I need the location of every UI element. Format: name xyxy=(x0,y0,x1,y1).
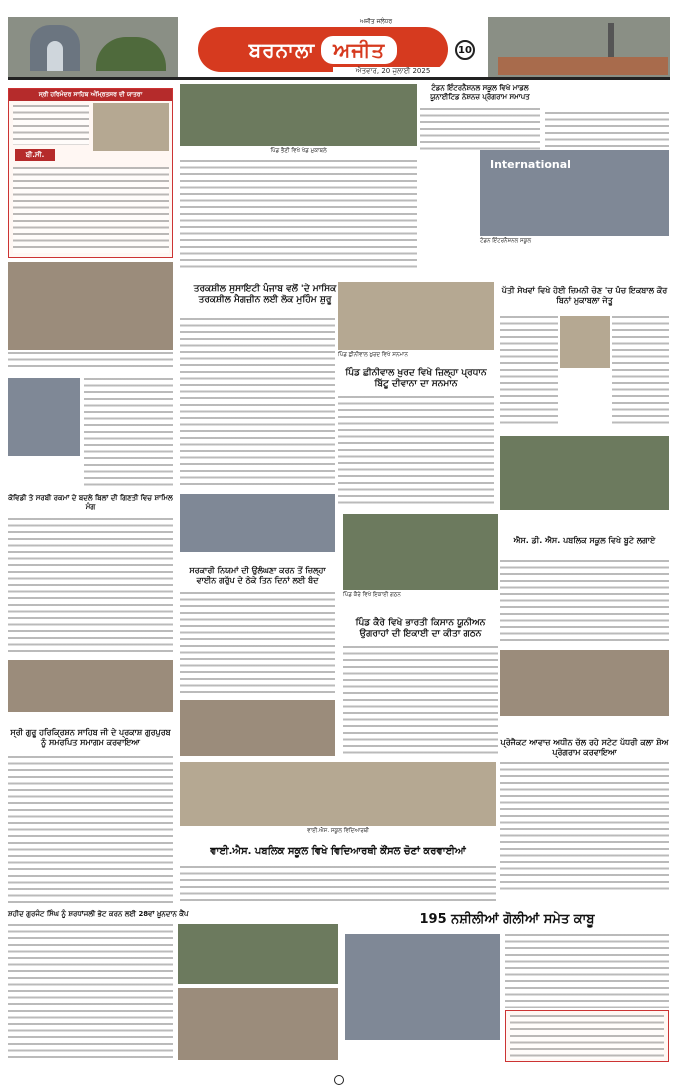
photo-wine-shop xyxy=(180,494,335,552)
article-patti-right xyxy=(612,316,669,428)
headline-kisan: ਪਿੰਡ ਕੈਰੇ ਵਿਖੇ ਭਾਰਤੀ ਕਿਸਾਨ ਯੂਨੀਅਨ ਉਗਰਾਹਾਂ ਦੀ ਇਕਾਈ ਦਾ ਕੀਤਾ ਗਠਨ xyxy=(355,618,486,639)
ad-badge: ਬੀ.ਸੀ. xyxy=(15,149,55,161)
print-footer-strip xyxy=(0,1072,677,1089)
caption-kisan: ਪਿੰਡ ਕੈਰੇ ਵਿਖੇ ਇਕਾਈ ਗਠਨ xyxy=(343,592,401,598)
ad-title: ਸ੍ਰੀ ਹਰਿਮੰਦਰ ਸਾਹਿਬ ਅੰਮ੍ਰਿਤਸਰ ਦੀ ਯਾਤਰਾ xyxy=(9,89,172,101)
article-patti-left xyxy=(500,316,558,428)
photo-art-show xyxy=(500,650,669,716)
caption-student-council: ਵਾਈ.ਐਸ. ਸਕੂਲ ਵਿਦਿਆਰਥੀ xyxy=(307,828,369,834)
headline-chhiniwal: ਪਿੰਡ ਛੀਨੀਵਾਲ ਖ਼ੁਰਦ ਵਿਖੇ ਜ਼ਿਲ੍ਹਾ ਪ੍ਰਧਾਨ ਬਿੱਟੂ ਦੀਵਾਨਾ ਦਾ ਸਨਮਾਨ xyxy=(345,368,487,389)
headline-tablets: 195 ਨਸ਼ੀਲੀਆਂ ਗੋਲੀਆਂ ਸਮੇਤ ਕਾਬੂ xyxy=(419,912,595,927)
article-tablets-body xyxy=(505,934,669,1008)
print-slug-strip xyxy=(0,0,677,16)
photo-honour xyxy=(338,282,494,350)
headline-sds: ਐਸ. ਡੀ. ਐਸ. ਪਬਲਿਕ ਸਕੂਲ ਵਿਖੇ ਬੂਟੇ ਲਗਾਏ xyxy=(513,536,656,545)
photo-left-gurpurab xyxy=(8,660,173,712)
article-left-column xyxy=(84,378,173,488)
headline-blood-camp: ਸ਼ਹੀਦ ਗੁਰਜੰਟ ਸਿੰਘ ਨੂੰ ਸ਼ਰਧਾਂਜਲੀ ਭੇਟ ਕਰਨ ਲਈ 28ਵਾਂ ਖ਼ੂਨਦਾਨ ਕੈਂਪ xyxy=(8,910,189,918)
photo-plantation xyxy=(500,436,669,510)
article-chhiniwal-body xyxy=(338,396,494,508)
caption-left xyxy=(8,352,173,372)
gate-building-icon xyxy=(30,25,80,71)
headline-patti: ਪੱਤੀ ਸੇਖਵਾਂ ਵਿਖੇ ਹੋਈ ਜ਼ਿਮਨੀ ਚੋਣ 'ਚ ਪੰਚ ਇਕਬਾਲ ਕੌਰ ਬਿਨਾਂ ਮੁਕਾਬਲਾ ਜੇਤੂ xyxy=(501,286,668,305)
title-right: ਅਜੀਤ xyxy=(321,36,397,64)
photo-tandon-school xyxy=(480,150,669,236)
article-left-body xyxy=(8,518,173,656)
photo-left-official xyxy=(8,378,80,456)
banner-international: International xyxy=(490,158,571,171)
masthead-right-photo xyxy=(488,17,670,77)
page-number: 10 xyxy=(455,40,475,60)
masthead-left-photo xyxy=(8,17,178,77)
masthead xyxy=(8,17,670,80)
headline-tarksheel: ਤਰਕਸ਼ੀਲ ਸੁਸਾਇਟੀ ਪੰਜਾਬ ਵਲੋਂ 'ਦੇ ਮਾਸਿਕ ਤਰਕਸ਼ੀਲ ਮੈਗਜ਼ੀਨ ਲਈ ਲੋਕ ਮੁਹਿੰਮ ਸ਼ੁਰੂ xyxy=(193,284,337,305)
photo-student-council xyxy=(180,762,496,826)
title-left: ਬਰਨਾਲਾ xyxy=(248,37,316,62)
crowd-icon xyxy=(498,57,668,75)
headline-awaaz: ਪ੍ਰੋਜੈਕਟ ਆਵਾਜ਼ ਅਧੀਨ ਚੱਲ ਰਹੇ ਸਟੇਟ ਪੱਧਰੀ ਕਲਾ ਸ਼ੋਅ ਪ੍ਰੋਗਰਾਮ ਕਰਵਾਇਆ xyxy=(500,738,669,757)
article-sds-body xyxy=(500,560,669,644)
registration-mark-icon xyxy=(334,1075,344,1085)
caption-sports: ਪਿੰਡ ਭੈਣੀ ਵਿਖੇ ਖੇਡ ਮੁਕਾਬਲੇ xyxy=(270,148,327,154)
article-blood-camp-body xyxy=(8,924,173,1060)
article-left-body-2 xyxy=(8,756,173,906)
headline-wine: ਸਰਕਾਰੀ ਨਿਯਮਾਂ ਦੀ ਉਲੰਘਣਾ ਕਰਨ ਤੋਂ ਜ਼ਿਲ੍ਹਾ ਵਾਈਨ ਗਰੁੱਪ ਦੇ ਠੇਕੇ ਤਿਨ ਦਿਨਾਂ ਲਈ ਬੰਦ xyxy=(189,566,326,585)
caption-tandon: ਟੰਡਨ ਇੰਟਰਨੈਸ਼ਨਲ ਸਕੂਲ xyxy=(480,238,532,244)
issue-date: ਐਤਵਾਰ, 20 ਜੁਲਾਈ 2025 xyxy=(333,67,453,76)
ad-text xyxy=(13,105,89,145)
photo-left-meeting xyxy=(8,262,173,350)
article-sports-body xyxy=(180,160,417,270)
article-awaaz-body xyxy=(500,762,669,892)
headline-tandon: ਟੰਡਨ ਇੰਟਰਨੈਸ਼ਨਲ ਸਕੂਲ ਵਿਖੇ ਮਾਡਲ ਯੂਨਾਈਟਿਡ ਨੇਸ਼ਨਜ਼ ਪ੍ਰੋਗਰਾਮ ਸਮਾਪਤ xyxy=(430,84,530,101)
caption-honour: ਪਿੰਡ ਛੀਨੀਵਾਲ ਖ਼ੁਰਦ ਵਿਖੇ ਸਨਮਾਨ xyxy=(338,352,408,358)
article-tarksheel-body xyxy=(180,318,335,488)
photo-kisan-union xyxy=(343,514,498,590)
article-wine-body xyxy=(180,592,335,694)
article-tandon-body xyxy=(420,108,540,152)
imprint-text xyxy=(510,1015,664,1059)
advertisement-box xyxy=(8,88,173,258)
headline-left-2: ਸ੍ਰੀ ਗੁਰੂ ਹਰਿਕ੍ਰਿਸ਼ਨ ਸਾਹਿਬ ਜੀ ਦੇ ਪ੍ਰਕਾਸ਼ ਗੁਰਪੁਰਬ ਨੂੰ ਸਮਰਪਿਤ ਸਮਾਗਮ ਕਰਵਾਇਆ xyxy=(10,728,171,747)
ad-photo xyxy=(93,103,169,151)
headline-ys-school: ਵਾਈ.ਐਸ. ਪਬਲਿਕ ਸਕੂਲ ਵਿਖੇ ਵਿਦਿਆਰਥੀ ਕੌਂਸਲ ਚੋਣਾਂ ਕਰਵਾਈਆਂ xyxy=(210,846,466,857)
article-kisan-body xyxy=(343,646,498,756)
tree-icon xyxy=(96,37,166,71)
imprint-box xyxy=(505,1010,669,1062)
headline-left-1: ਕੋਵਿਡੀ ਤੇ ਸਰਬੀ ਰਕਮਾਂ ਦੇ ਬਦਲੇ ਬਿਲਾਂ ਦੀ ਗਿਣਤੀ ਵਿਚ ਸ਼ਾਮਿਲ ਮੰਗ xyxy=(8,494,173,511)
photo-police xyxy=(345,934,500,1040)
photo-memorial xyxy=(180,700,335,756)
edition-label: ਅਜੀਤ ਜਲੰਧਰ xyxy=(359,18,393,25)
photo-blood-camp-1 xyxy=(178,924,338,984)
article-tandon-intro xyxy=(545,112,669,148)
newspaper-title xyxy=(198,27,448,72)
photo-blood-camp-2 xyxy=(178,988,338,1060)
photo-sports-team xyxy=(180,84,417,146)
photo-winner xyxy=(560,316,610,368)
article-ys-body xyxy=(180,866,496,904)
ad-details xyxy=(13,167,169,253)
